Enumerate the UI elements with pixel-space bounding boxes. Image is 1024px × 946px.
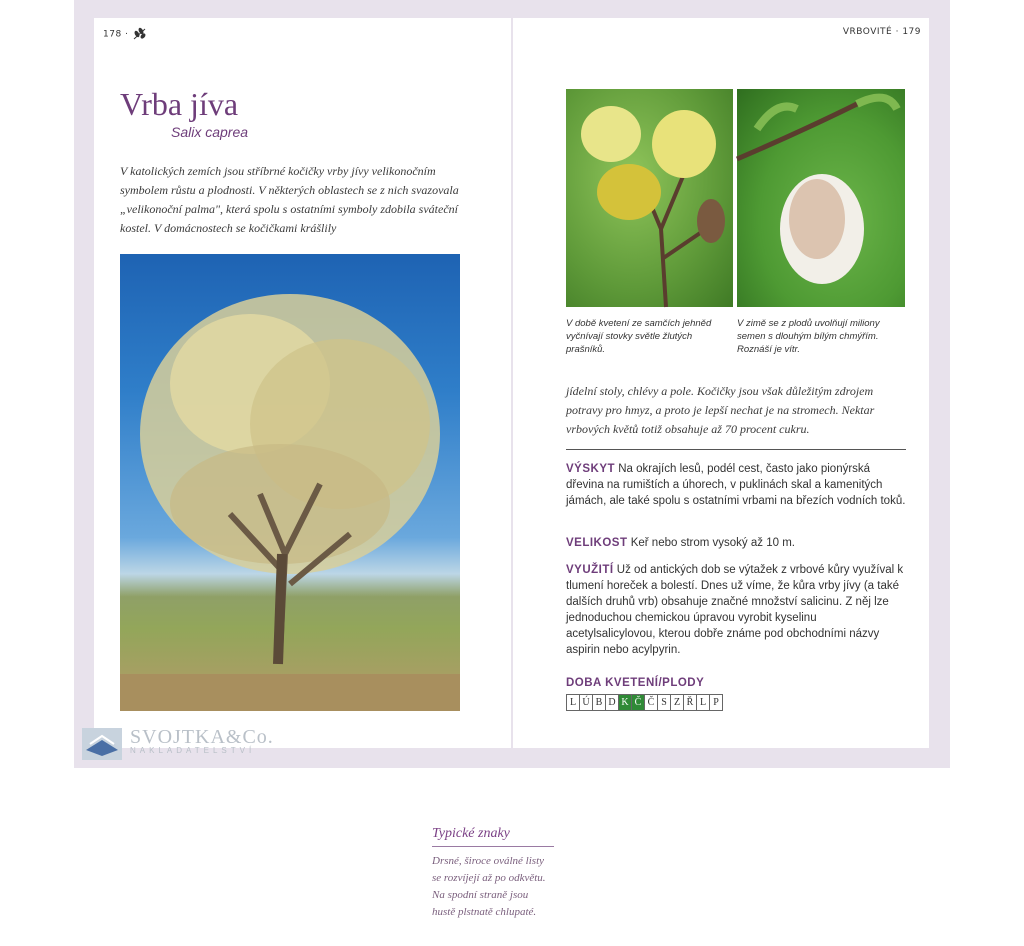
page-number-179: 179 [902, 27, 921, 37]
traits-title: Typické znaky [432, 826, 554, 847]
catkin-seed-photo [737, 89, 905, 307]
bloom-month-11: L [697, 695, 710, 710]
occurrence-label: VÝSKYT [566, 463, 616, 475]
catkin-illustration [566, 89, 733, 307]
bloom-calendar [566, 694, 723, 711]
tree-illustration [120, 254, 460, 711]
bloom-month-8: S [658, 695, 671, 710]
size-section [566, 535, 906, 551]
book-logo-icon [80, 726, 124, 762]
intro-paragraph: V katolických zemích jsou stříbrné kočičky vrby jívy velikonočním symbolem růstu a plodnosti. V některých oblastech se z nich svazovala „velikonoční palma", která spolu s ostatními symboly zdobila sváteční kostel. V domácnostech se kočičkami krášlily [120, 164, 459, 235]
size-text: Keř nebo strom vysoký až 10 m. [630, 537, 795, 549]
continuation-paragraph: jídelní stoly, chlévy a pole. Kočičky jsou však důležitým zdrojem potravy pro hmyz, a proto je lepší nechat je na stromech. Nektar vrbových květů totiž obsahuje až 70 procent cukru. [566, 384, 875, 436]
use-text: Už od antických dob se výtažek z vrbové kůry využíval k tlumení horeček a bolestí. Dnes už víme, že kůra vrby jívy (a také dalších druhů vrb) obsahuje značné množství salicinu. Z něj lze jednoduchou chemickou úpravou vyrobit kyselinu acetylsalicylovou, kterou dobře známe pod obchodními názvy aspirin nebo acylpyrin. [566, 564, 904, 656]
section-divider [566, 449, 906, 450]
photo-caption-2: V zimě se z plodů uvolňují miliony semen s dlouhým bílým chmýřím. Roznáší je vítr. [737, 318, 880, 355]
bloom-month-10: Ř [684, 695, 697, 710]
leaf-icon [132, 27, 148, 41]
use-section [566, 562, 906, 658]
left-page-number: 178 · [103, 27, 148, 41]
size-label: VELIKOST [566, 537, 628, 549]
publisher-logo [80, 726, 274, 762]
publisher-subtitle: NAKLADATELSTVÍ [130, 746, 256, 755]
bloom-month-4: D [606, 695, 619, 710]
occurrence-text: Na okrajích lesů, podél cest, často jako pionýrská dřevina na rumištích a úhorech, v puklinách skal a kamenitých jámách, ale také spolu s ostatními vrbami na březích vodních toků. [566, 463, 906, 507]
seed-illustration [737, 89, 905, 307]
use-label: VYUŽITÍ [566, 564, 614, 576]
bloom-month-7: Č [645, 695, 658, 710]
occurrence-section [566, 461, 906, 509]
species-title: Vrba jíva [120, 86, 239, 122]
photo-caption-1: V době kvetení ze samčích jehněd vyčnívají stovky světle žlutých prašníků. [566, 318, 712, 355]
bloom-month-2: Ú [580, 695, 593, 710]
species-latin-name: Salix caprea [171, 124, 249, 140]
catkin-male-photo [566, 89, 733, 307]
bloom-month-1: L [567, 695, 580, 710]
bloom-month-9: Z [671, 695, 684, 710]
publisher-name: SVOJTKA&Co. [130, 726, 274, 748]
bloom-month-5: K [619, 695, 632, 710]
bloom-month-3: B [593, 695, 606, 710]
traits-text: Drsné, široce oválné listy se rozvíjejí až po odkvětu. Na spodní straně jsou hustě plstnatě chlupaté. [432, 855, 546, 918]
typical-traits-box [422, 816, 564, 946]
page-number-178: 178 [103, 29, 122, 40]
bloom-label: DOBA KVETENÍ/PLODY [566, 677, 705, 689]
section-name: VRBOVITÉ [842, 27, 893, 37]
right-page-header: VRBOVITÉ · 179 [842, 27, 921, 37]
bloom-month-6: Č [632, 695, 645, 710]
bloom-month-12: P [713, 697, 719, 708]
